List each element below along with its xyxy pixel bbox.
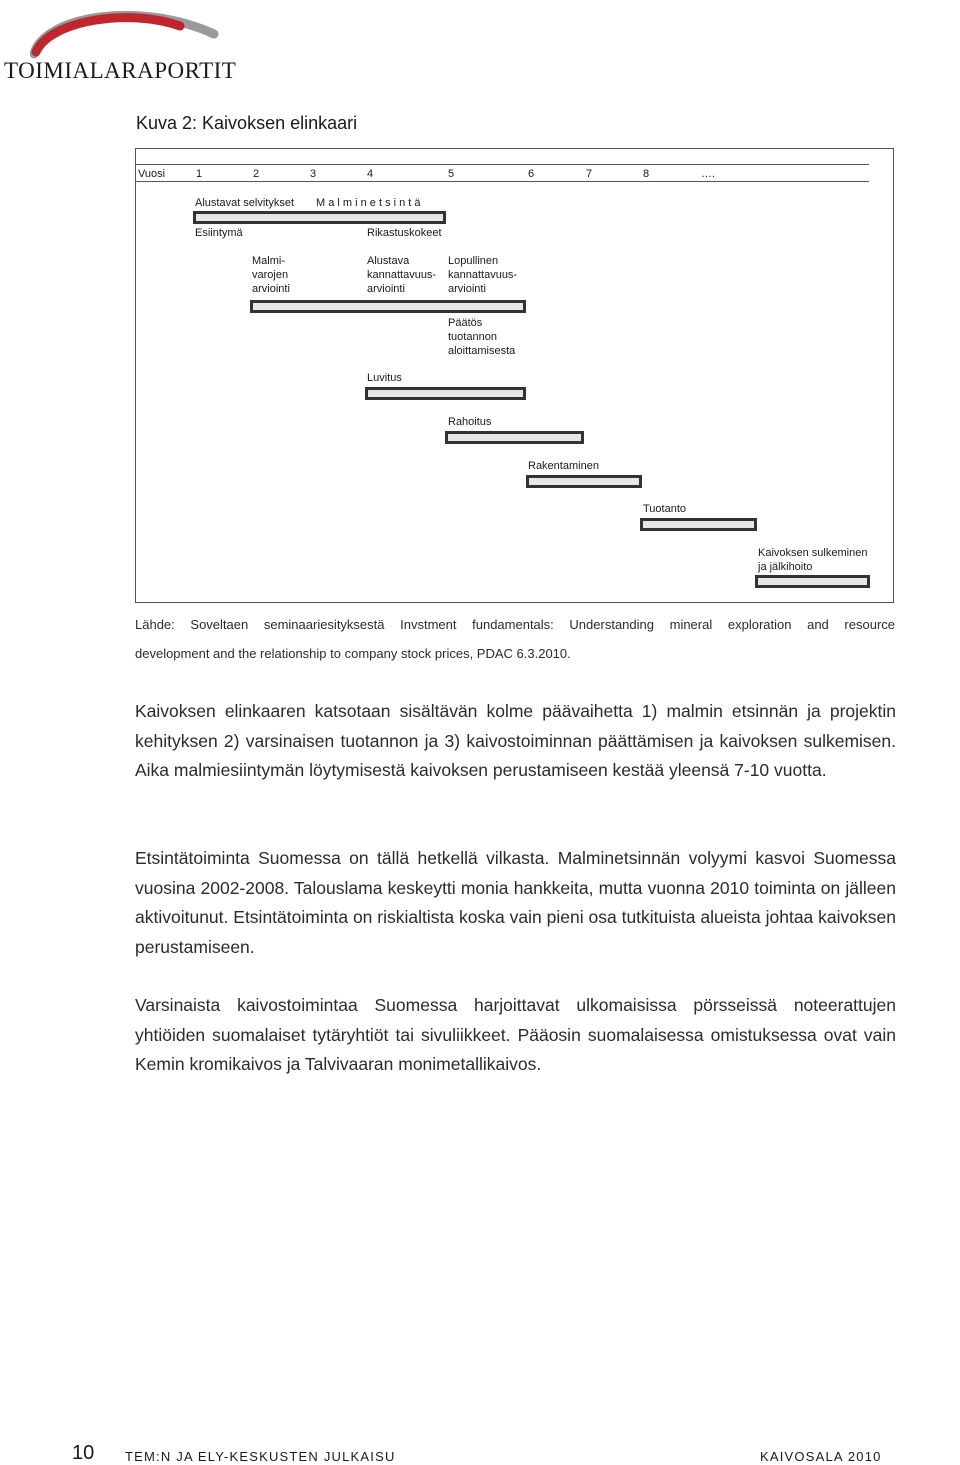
year-header-label: Vuosi <box>138 168 166 180</box>
label-luvitus: Luvitus <box>367 372 402 384</box>
label-rikastuskokeet: Rikastuskokeet <box>367 227 442 239</box>
year-4: 4 <box>367 168 374 180</box>
bar-arviointi <box>250 300 526 313</box>
header-bottom-rule <box>136 181 869 182</box>
source-line-1: Lähde: Soveltaen seminaariesityksestä Invstment fundamentals: Understanding mineral exploration and resource <box>135 617 895 632</box>
label-rakentaminen: Rakentaminen <box>528 460 599 472</box>
label-paatos-3: aloittamisesta <box>448 345 516 357</box>
label-lopullinen-kan-3: arviointi <box>448 283 486 295</box>
bar-sulkeminen <box>755 575 870 588</box>
year-3: 3 <box>310 168 317 180</box>
label-malmivarojen-3: arviointi <box>252 283 290 295</box>
label-alustava-kan-3: arviointi <box>367 283 405 295</box>
label-alustava-kan-2: kannattavuus- <box>367 269 437 281</box>
lifecycle-diagram <box>135 148 894 603</box>
label-paatos-2: tuotannon <box>448 331 497 343</box>
year-1: 1 <box>196 168 203 180</box>
label-malmivarojen-1: Malmi- <box>252 255 285 267</box>
year-8: 8 <box>643 168 650 180</box>
year-2: 2 <box>253 168 260 180</box>
label-malminetsinta: M a l m i n e t s i n t ä <box>316 197 421 209</box>
bar-luvitus <box>365 387 526 400</box>
body-paragraph: Varsinaista kaivostoimintaa Suomessa harjoittavat ulkomaisissa pörsseissä noteerattujen yhtiöiden suomalaiset tytäryhtiöt tai sivuliikkeet. Pääosin suomalaisessa omistuksessa ovat vain Kemin kromikaivos ja Talvivaaran monimetallikaivos. <box>135 995 896 1074</box>
header-top-rule <box>136 164 869 165</box>
label-alustavat-selvitykset: Alustavat selvitykset <box>195 197 295 209</box>
year-7: 7 <box>586 168 593 180</box>
label-rahoitus: Rahoitus <box>448 416 492 428</box>
label-lopullinen-kan-1: Lopullinen <box>448 255 499 267</box>
year-more: …. <box>701 168 716 180</box>
publisher-logo <box>0 0 240 90</box>
footer-section: KAIVOSALA 2010 <box>760 1449 882 1464</box>
source-line-2: development and the relationship to company stock prices, PDAC 6.3.2010. <box>135 646 571 661</box>
figure-title: Kuva 2: Kaivoksen elinkaari <box>136 113 358 133</box>
body-paragraph: Etsintätoiminta Suomessa on tällä hetkellä vilkasta. Malminetsinnän volyymi kasvoi Suomessa vuosina 2002-2008. Talouslama keskeytti monia hankkeita, mutta vuonna 2010 toiminta on jälleen aktivoitunut. Etsintätoiminta on riskialtista koska vain pieni osa tutkituista alueista johtaa kaivoksen perustamiseen. <box>135 848 896 957</box>
label-lopullinen-kan-2: kannattavuus- <box>448 269 518 281</box>
year-5: 5 <box>448 168 455 180</box>
year-6: 6 <box>528 168 535 180</box>
page-number: 10 <box>72 1442 95 1464</box>
bar-rahoitus <box>445 431 584 444</box>
bar-rakentaminen <box>526 475 642 488</box>
bar-malminetsinta <box>193 211 446 224</box>
label-sulkeminen-2: ja jälkihoito <box>758 561 813 573</box>
label-tuotanto: Tuotanto <box>643 503 687 515</box>
body-paragraph: Kaivoksen elinkaaren katsotaan sisältävän kolme päävaihetta 1) malmin etsinnän ja projektin kehityksen 2) varsinaisen tuotannon ja 3) kaivostoiminnan päättämisen ja kaivoksen sulkemisen. Aika malmiesiintymän löytymisestä kaivoksen perustamiseen kestää yleensä 7-10 vuotta. <box>135 701 896 780</box>
footer-publication: TEM:N JA ELY-KESKUSTEN JULKAISU <box>125 1449 396 1464</box>
label-esiintyma: Esiintymä <box>195 227 243 239</box>
label-paatos-1: Päätös <box>448 317 483 329</box>
label-sulkeminen-1: Kaivoksen sulkeminen <box>758 547 868 559</box>
bar-tuotanto <box>640 518 757 531</box>
logo-text: TOIMIALARAPORTIT <box>4 58 237 83</box>
label-malmivarojen-2: varojen <box>252 269 289 281</box>
label-alustava-kan-1: Alustava <box>367 255 410 267</box>
logo-arc-icon <box>30 4 220 60</box>
